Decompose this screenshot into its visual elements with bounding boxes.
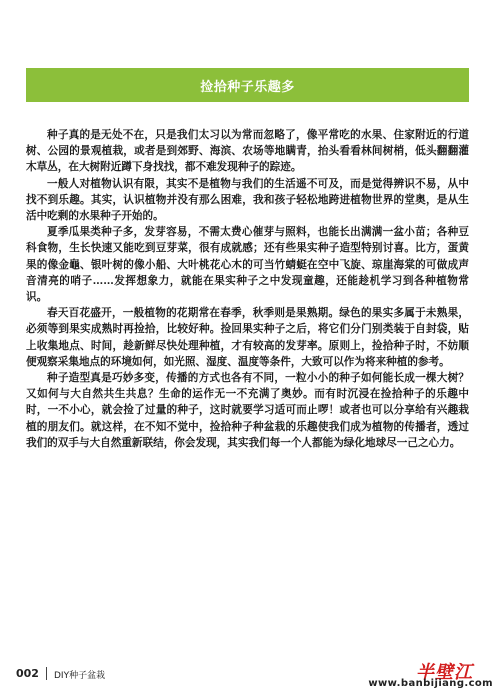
paragraph: 种子造型真是巧妙多变，传播的方式也各有不同，一粒小小的种子如何能长成一棵大树？又如何与大自然共生共息？生命的运作无一不充满了奥妙。而有时沉浸在捡拾种子的乐趣中时，一不小心，就会捡了过量的种子，这时就要学习适可而止啰！或者也可以分享给有兴趣栽植的朋友们。就这样，在不知不觉中，捡拾种子种盆栽的乐趣使我们成为植物的传播者，透过我们的双手与大自然重新联结，你会发现，其实我们每一个人都能为绿化地球尽一己之心力。 [26,372,469,449]
footer-divider [46,667,47,680]
paragraph: 一般人对植物认识有限，其实不是植物与我们的生活遥不可及，而是觉得辨识不易，从中找不到乐趣。其实，认识植物并没有那么困难，我和孩子轻松地跨进植物世界的堂奥，是从生活中吃剩的水果种子开始的。 [26,177,469,223]
watermark-url: www.banbijiang.com [368,678,493,689]
watermark-logo: 半壁江 [416,662,473,683]
section-title: 捡拾种子乐趣多 [200,79,295,95]
section-title-bar [26,68,469,102]
paragraph: 夏季瓜果类种子多，发芽容易，不需太费心催芽与照料，也能长出满满一盆小苗；各种豆科食物，生长快速又能吃到豆芽菜，很有成就感；还有些果实种子造型特别讨喜。比方，蛋黄果的像金龜、银叶树的像小船、大叶桃花心木的可当竹蜻蜓在空中飞旋、琼崖海棠的可做成声音清亮的哨子……发挥想象力，就能在果实种子之中发现童趣，还能趁机学习到各种植物常识。 [26,226,469,304]
book-title: DIY种子盆栽 [54,671,106,681]
article-body [26,127,469,451]
paragraph: 春天百花盛开，一般植物的花期常在春季，秋季则是果熟期。绿色的果实多属于未熟果，必须等到果实成熟时再捡拾，比较好种。捡回果实种子之后，将它们分门别类装于自封袋，贴上收集地点、时间，趁新鲜尽快处理种植，才有较高的发芽率。原则上，捡拾种子时，不妨顺便观察采集地点的环境如何，如光照、湿度、温度等条件，大致可以作为将来种植的参考。 [26,307,469,368]
page-number: 002 [16,667,39,680]
paragraph: 种子真的是无处不在，只是我们太习以为常而忽略了，像平常吃的水果、住家附近的行道树、公园的景观植栽，或者是到郊野、海滨、农场等地瞒青，抬头看看林间树梢，低头翻翻灌木草丛，在大树附近蹲下身找找，都不难发现种子的踪迹。 [26,129,469,174]
